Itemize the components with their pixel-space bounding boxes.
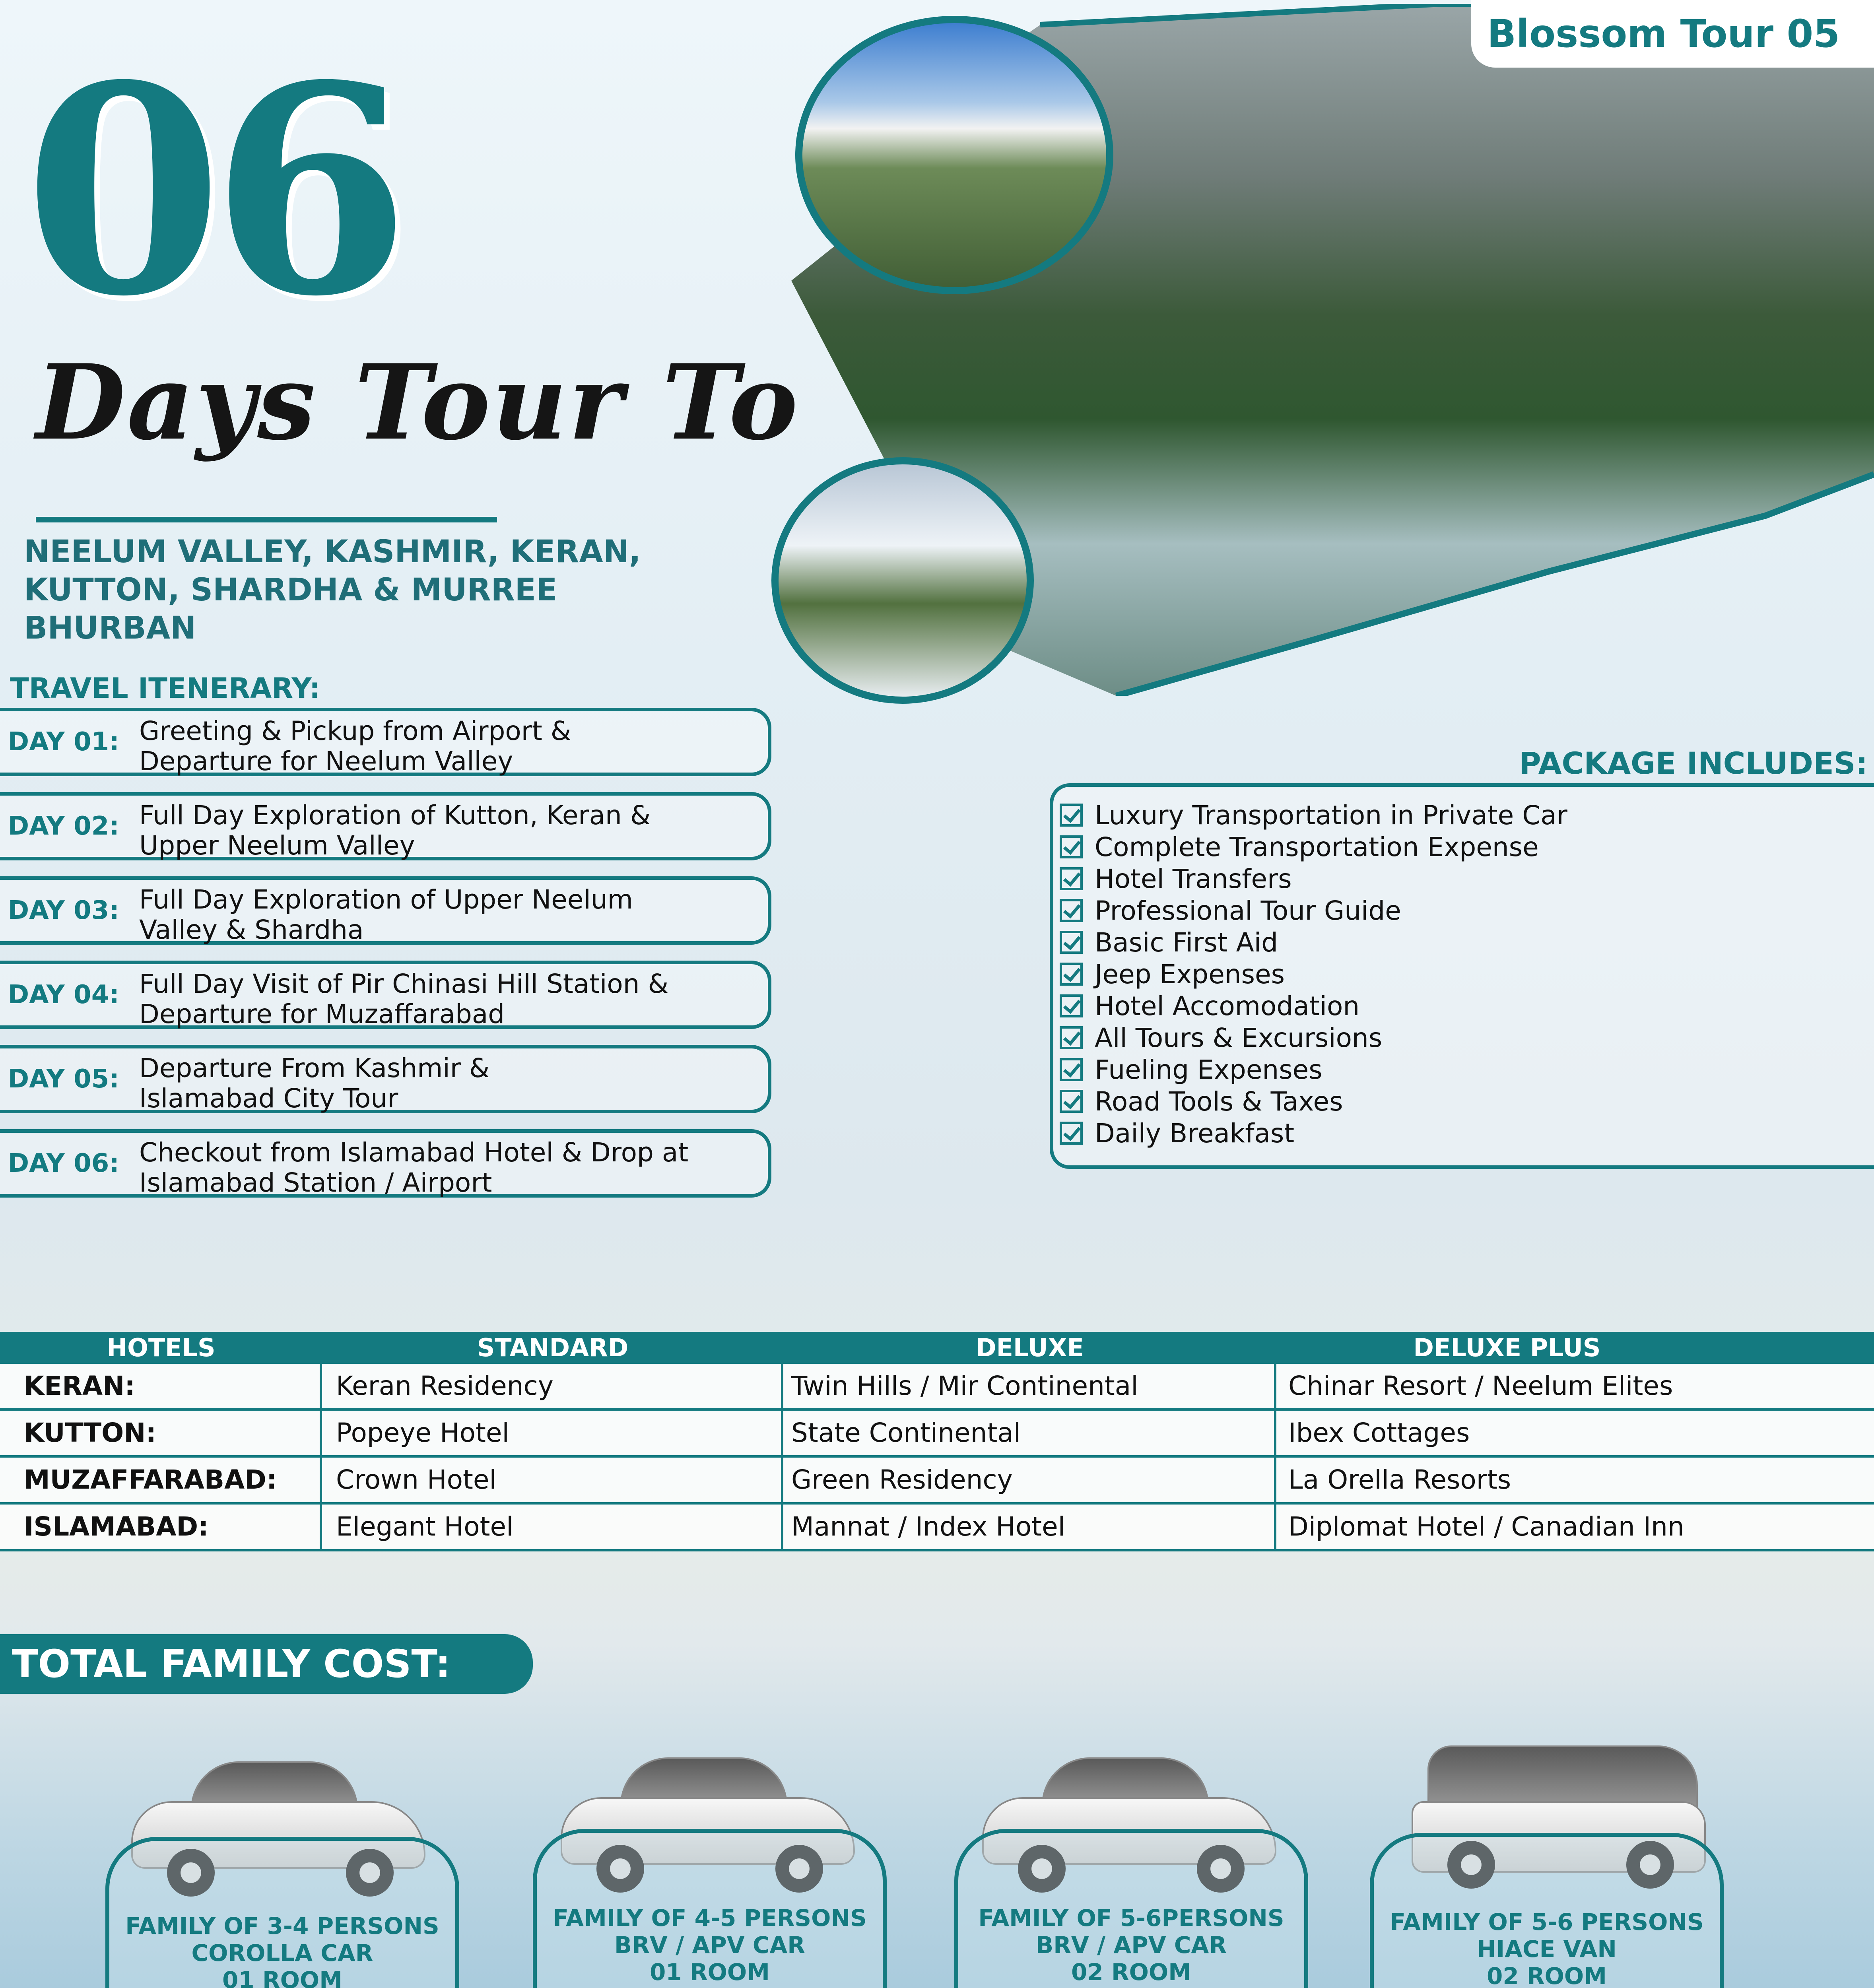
hotel-standard: Keran Residency [336, 1371, 553, 1401]
day-label: DAY 02: [8, 812, 119, 841]
include-item: Hotel Accomodation [1060, 990, 1567, 1022]
days-number: 06 [24, 23, 398, 359]
hotel-deluxe: Green Residency [791, 1464, 1013, 1495]
destinations-line: BHURBAN [24, 610, 196, 646]
itinerary-day-1 [0, 708, 771, 776]
title-divider [36, 517, 497, 522]
hotel-deluxe-plus: La Orella Resorts [1288, 1464, 1511, 1495]
include-item: Complete Transportation Expense [1060, 831, 1567, 863]
include-item: All Tours & Excursions [1060, 1022, 1567, 1054]
checkbox-checked-icon [1060, 804, 1083, 827]
table-row [0, 1505, 1874, 1551]
include-item: Fueling Expenses [1060, 1054, 1567, 1085]
hotel-deluxe-plus: Diplomat Hotel / Canadian Inn [1288, 1511, 1684, 1542]
checkbox-checked-icon [1060, 1090, 1083, 1113]
table-row [0, 1411, 1874, 1458]
itinerary-day-6 [0, 1129, 771, 1198]
hotel-standard: Crown Hotel [336, 1464, 497, 1495]
price-card-4 [1370, 1833, 1724, 1988]
include-item: Daily Breakfast [1060, 1117, 1567, 1149]
day-text: Departure From Kashmir & Islamabad City Tour [139, 1053, 490, 1114]
deluxe-col-header: DELUXE [976, 1333, 1084, 1362]
includes-list [1060, 799, 1567, 1149]
checkbox-checked-icon [1060, 1122, 1083, 1145]
checkbox-checked-icon [1060, 1058, 1083, 1081]
includes-heading: PACKAGE INCLUDES: [1519, 746, 1868, 781]
family-info: FAMILY OF 4-5 PERSONS BRV / APV CAR 01 ROOM [553, 1905, 867, 1986]
itinerary-day-5 [0, 1045, 771, 1113]
snowy-peaks-photo [771, 457, 1034, 704]
day-text: Full Day Exploration of Kutton, Keran & Upper Neelum Valley [139, 800, 651, 861]
hotel-standard: Popeye Hotel [336, 1417, 509, 1448]
price-card-2 [533, 1829, 887, 1988]
itinerary-day-3 [0, 876, 771, 945]
table-divider [320, 1364, 322, 1551]
hotel-city: KUTTON: [24, 1417, 156, 1448]
checkbox-checked-icon [1060, 931, 1083, 954]
day-label: DAY 04: [8, 980, 119, 1010]
hotel-deluxe-plus: Chinar Resort / Neelum Elites [1288, 1371, 1673, 1401]
family-info: FAMILY OF 3-4 PERSONS COROLLA CAR 01 ROOM [125, 1912, 439, 1988]
day-label: DAY 05: [8, 1064, 119, 1094]
hotel-deluxe: Twin Hills / Mir Continental [791, 1371, 1138, 1401]
family-info: FAMILY OF 5-6PERSONS BRV / APV CAR 02 ROOM [978, 1905, 1284, 1986]
hotel-standard: Elegant Hotel [336, 1511, 514, 1542]
day-text: Full Day Visit of Pir Chinasi Hill Station & Departure for Muzaffarabad [139, 969, 669, 1029]
day-label: DAY 01: [8, 727, 119, 757]
include-item: Luxury Transportation in Private Car [1060, 799, 1567, 831]
destinations-line: NEELUM VALLEY, KASHMIR, KERAN, [24, 534, 641, 570]
destinations-line: KUTTON, SHARDHA & MURREE [24, 572, 557, 608]
price-card-3 [954, 1829, 1308, 1988]
include-item: Hotel Transfers [1060, 863, 1567, 895]
hotel-city: ISLAMABAD: [24, 1511, 209, 1542]
hotel-city: KERAN: [24, 1371, 135, 1401]
day-label: DAY 03: [8, 896, 119, 925]
itinerary-day-4 [0, 961, 771, 1029]
day-text: Full Day Exploration of Upper Neelum Valley & Shardha [139, 884, 633, 945]
price-card-1 [105, 1837, 459, 1988]
table-divider [781, 1364, 783, 1551]
checkbox-checked-icon [1060, 994, 1083, 1017]
checkbox-checked-icon [1060, 867, 1083, 890]
checkbox-checked-icon [1060, 835, 1083, 858]
checkbox-checked-icon [1060, 899, 1083, 922]
destinations [24, 533, 700, 647]
include-item: Road Tools & Taxes [1060, 1085, 1567, 1117]
hotels-col-header: HOTELS [107, 1333, 216, 1362]
include-item: Jeep Expenses [1060, 958, 1567, 990]
day-label: DAY 06: [8, 1149, 119, 1178]
checkbox-checked-icon [1060, 1026, 1083, 1049]
include-item: Basic First Aid [1060, 926, 1567, 958]
itinerary-day-2 [0, 792, 771, 860]
hotel-deluxe: Mannat / Index Hotel [791, 1511, 1066, 1542]
day-text: Greeting & Pickup from Airport & Departure for Neelum Valley [139, 716, 571, 777]
checkbox-checked-icon [1060, 963, 1083, 986]
table-row [0, 1364, 1874, 1411]
hotel-deluxe-plus: Ibex Cottages [1288, 1417, 1470, 1448]
deluxe-plus-col-header: DELUXE PLUS [1413, 1333, 1601, 1362]
standard-col-header: STANDARD [477, 1333, 629, 1362]
day-text: Checkout from Islamabad Hotel & Drop at Islamabad Station / Airport [139, 1137, 689, 1198]
include-item: Professional Tour Guide [1060, 895, 1567, 926]
table-row [0, 1458, 1874, 1505]
itinerary-heading: TRAVEL ITENERARY: [10, 672, 320, 705]
hotel-city: MUZAFFARABAD: [24, 1464, 277, 1495]
family-info: FAMILY OF 5-6 PERSONS HIACE VAN 02 ROOM [1390, 1908, 1704, 1988]
family-cost-heading: TOTAL FAMILY COST: [0, 1634, 533, 1694]
title-script: Days Tour To [36, 342, 800, 463]
table-divider [1274, 1364, 1276, 1551]
tour-tag: Blossom Tour 05 [1471, 0, 1874, 68]
hotel-deluxe: State Continental [791, 1417, 1021, 1448]
mountain-valley-photo [795, 16, 1113, 294]
